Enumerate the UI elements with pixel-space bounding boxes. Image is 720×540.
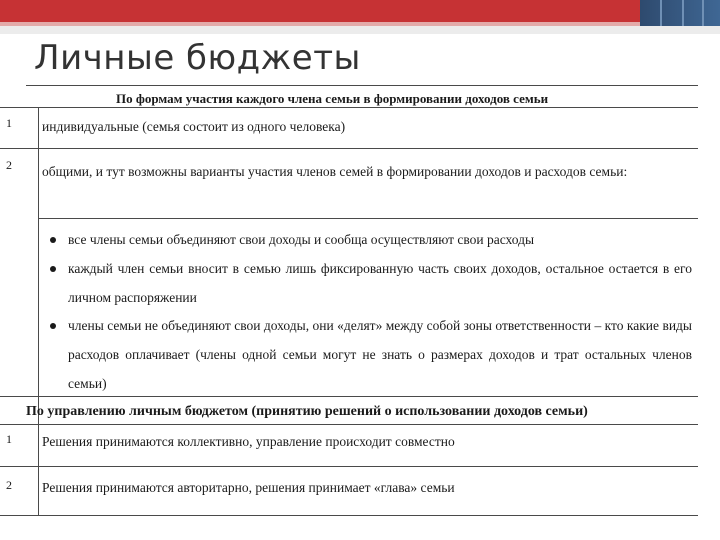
- blue-stripe: [660, 0, 662, 26]
- blue-stripe: [682, 0, 684, 26]
- bullet-text: каждый член семьи вносит в семью лишь фиксированную часть своих доходов, остальное остается в его личном распоряжении: [68, 261, 692, 305]
- number-column-divider: [38, 107, 39, 515]
- table-rule: [38, 218, 698, 219]
- section2-header: По управлению личным бюджетом (принятию решений о использовании доходов семьи): [26, 404, 588, 419]
- grey-band: [0, 26, 720, 34]
- bullet-dot: [50, 266, 56, 272]
- blue-band: [640, 0, 720, 26]
- table-rule: [0, 466, 698, 467]
- table-rule: [0, 148, 698, 149]
- row-text: Решения принимаются авторитарно, решения принимает «глава» семьи: [42, 480, 455, 495]
- row-number: 2: [6, 158, 12, 172]
- bullet-dot: [50, 237, 56, 243]
- row-number: 1: [6, 116, 12, 130]
- section1-header: По формам участия каждого члена семьи в формировании доходов семьи: [116, 91, 549, 106]
- table-rule: [0, 107, 698, 108]
- table-border-top: [26, 85, 698, 86]
- red-band: [0, 0, 640, 22]
- row-number: 2: [6, 478, 12, 492]
- budget-table: [0, 82, 720, 522]
- table-border-bottom: [0, 515, 698, 516]
- table-rule: [0, 424, 698, 425]
- bullet-text: все члены семьи объединяют свои доходы и сообща осуществляют свои расходы: [68, 232, 535, 247]
- top-decorative-bar: [0, 0, 720, 26]
- bullet-dot: [50, 323, 56, 329]
- slide-title: Личные бюджеты: [34, 38, 361, 78]
- row-text: индивидуальные (семья состоит из одного человека): [42, 119, 346, 134]
- bullet-text: члены семьи не объединяют свои доходы, они «делят» между собой зоны ответственности – кто какие виды расходов оплачивает (члены одной семьи могут не знать о размерах доходов и трат остальных членов семьи): [68, 318, 692, 391]
- table-rule: [0, 396, 698, 397]
- row-text: общими, и тут возможны варианты участия членов семей в формировании доходов и расходов семьи:: [42, 164, 628, 179]
- blue-stripe: [702, 0, 704, 26]
- row-number: 1: [6, 432, 12, 446]
- row-text: Решения принимаются коллективно, управление происходит совместно: [42, 434, 455, 449]
